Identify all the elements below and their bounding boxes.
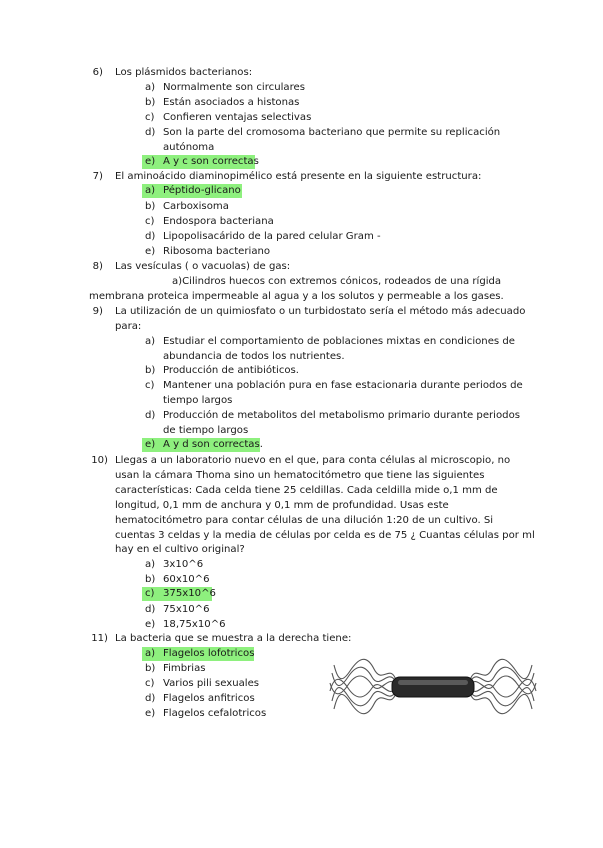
option-text: 18,75x10^6	[163, 619, 226, 630]
option-text: Son la parte del cromosoma bacteriano que permite su replicación	[163, 127, 501, 138]
option-letter: d)	[145, 410, 156, 421]
option-letter: e)	[145, 246, 156, 257]
option-text: Fimbrias	[163, 663, 206, 674]
option-text: tiempo largos	[163, 395, 233, 406]
correct-answer-highlight	[142, 647, 254, 661]
option-letter: c)	[145, 678, 155, 689]
option-text: Flagelos cefalotricos	[163, 708, 267, 719]
correct-answer-highlight	[142, 155, 259, 169]
option-text: Carboxisoma	[163, 201, 229, 212]
question-number: 11)	[91, 633, 108, 644]
question-text: para:	[115, 321, 142, 332]
question-text: usan la cámara Thoma sino un hematocitómetro que tiene las siguientes	[115, 470, 485, 481]
option-text: A y d son correctas.	[163, 439, 263, 450]
option-letter: b)	[145, 97, 156, 108]
question-text: características: Cada celda tiene 25 celdillas. Cada celdilla mide o,1 mm de	[115, 485, 498, 496]
bacterium-illustration	[328, 655, 538, 720]
question-text: hematocitómetro para contar células de una dilución 1:20 de un cultivo. Si	[115, 515, 494, 526]
option-text: autónoma	[163, 142, 215, 153]
option-letter: e)	[145, 156, 156, 167]
option-text: Endospora bacteriana	[163, 216, 274, 227]
option-letter: d)	[145, 693, 156, 704]
option-text: Producción de antibióticos.	[163, 365, 300, 376]
option-text: Ribosoma bacteriano	[163, 246, 271, 257]
option-letter: b)	[145, 201, 156, 212]
question-text: longitud, 0,1 mm de anchura y 0,1 mm de profundidad. Usas este	[115, 500, 449, 511]
question-number: 9)	[92, 306, 103, 317]
option-letter: e)	[145, 439, 156, 450]
option-text: Mantener una población pura en fase estacionaria durante periodos de	[163, 380, 523, 391]
question-text: Los plásmidos bacterianos:	[115, 67, 253, 78]
option-text: Flagelos lofotricos	[163, 648, 255, 659]
option-letter: d)	[145, 127, 156, 138]
option-letter: d)	[145, 231, 156, 242]
option-letter: e)	[145, 619, 156, 630]
option-text: A y c son correctas	[163, 156, 259, 167]
question-number: 8)	[92, 261, 103, 272]
option-text: abundancia de todos los nutrientes.	[163, 351, 345, 362]
option-letter: c)	[145, 380, 155, 391]
question-text: La bacteria que se muestra a la derecha tiene:	[115, 633, 352, 644]
correct-answer-highlight	[142, 587, 216, 601]
option-text: 60x10^6	[163, 574, 210, 585]
option-letter: a)	[145, 336, 156, 347]
correct-answer-highlight	[142, 184, 242, 198]
question-text: El aminoácido diaminopimélico está presente en la siguiente estructura:	[115, 171, 482, 182]
option-letter: a)	[145, 559, 156, 570]
option-text: 375x10^6	[163, 588, 216, 599]
question-text: La utilización de un quimiosfato o un turbidostato sería el método más adecuado	[115, 306, 526, 317]
answer-text: a)Cilindros huecos con extremos cónicos, rodeados de una rígida	[172, 276, 502, 287]
option-text: Varios pili sexuales	[163, 678, 260, 689]
option-letter: b)	[145, 365, 156, 376]
option-letter: c)	[145, 588, 155, 599]
option-text: de tiempo largos	[163, 425, 249, 436]
question-number: 10)	[91, 455, 108, 466]
question-text: Las vesículas ( o vacuolas) de gas:	[115, 261, 291, 272]
question-text: hay en el cultivo original?	[115, 544, 245, 555]
option-letter: a)	[145, 82, 156, 93]
option-text: Producción de metabolitos del metabolismo primario durante periodos	[163, 410, 521, 421]
option-letter: b)	[145, 663, 156, 674]
option-text: 3x10^6	[163, 559, 204, 570]
option-text: Péptido-glicano	[163, 185, 241, 196]
option-letter: d)	[145, 604, 156, 615]
option-letter: b)	[145, 574, 156, 585]
correct-answer-highlight	[142, 438, 263, 452]
option-text: Flagelos anfitricos	[163, 693, 255, 704]
question-text: Llegas a un laboratorio nuevo en el que, para conta células al microscopio, no	[115, 455, 511, 466]
answer-text: membrana proteica impermeable al agua y a los solutos y permeable a los gases.	[89, 291, 504, 302]
option-text: Confieren ventajas selectivas	[163, 112, 312, 123]
option-text: Están asociados a histonas	[163, 97, 300, 108]
question-text: cuentas 3 celdas y la media de células por celda es de 75 ¿ Cuantas células por ml	[115, 530, 535, 541]
option-letter: a)	[145, 185, 156, 196]
option-text: Lipopolisacárido de la pared celular Gram -	[163, 231, 381, 242]
option-text: 75x10^6	[163, 604, 210, 615]
question-number: 6)	[92, 67, 103, 78]
question-number: 7)	[92, 171, 103, 182]
option-text: Estudiar el comportamiento de poblaciones mixtas en condiciones de	[163, 336, 515, 347]
option-letter: c)	[145, 112, 155, 123]
option-letter: a)	[145, 648, 156, 659]
option-letter: c)	[145, 216, 155, 227]
option-letter: e)	[145, 708, 156, 719]
option-text: Normalmente son circulares	[163, 82, 305, 93]
